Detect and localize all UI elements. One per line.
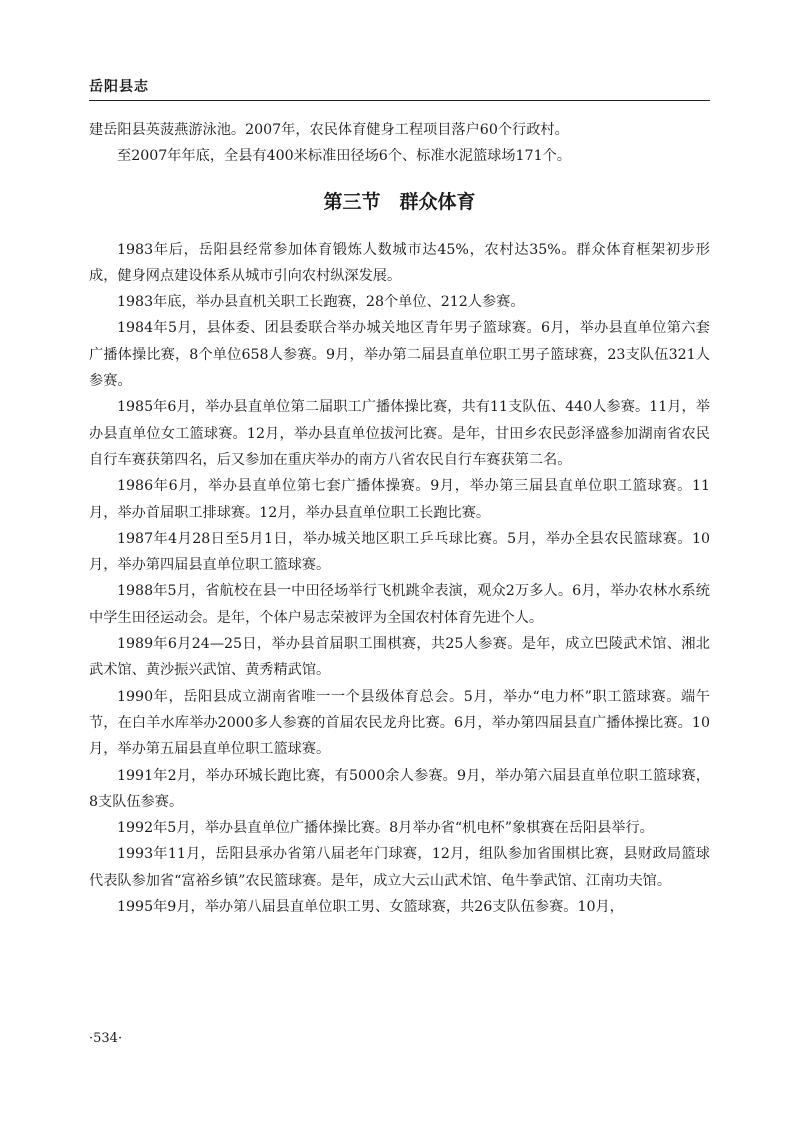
body-paragraph: 1983年后，岳阳县经常参加体育锻炼人数城市达45%，农村达35%。群众体育框架初步形成，健身网点建设体系从城市引向农村纵深发展。 bbox=[89, 241, 710, 284]
body-paragraph: 1985年6月，举办县直单位第二届职工广播体操比赛，共有11支队伍、440人参赛。11月，举办县直单位女工篮球赛。12月，举办县直单位拔河比赛。是年，甘田乡农民彭泽盛参加湖南省农民自行车赛获第四名，后又参加在重庆举办的南方八省农民自行车赛获第二名。 bbox=[89, 399, 710, 468]
body-paragraph: 1983年底，举办县直机关职工长跑赛，28个单位、212人参赛。 bbox=[117, 294, 525, 311]
page-body bbox=[89, 117, 710, 920]
body-paragraph: 1992年5月，举办县直单位广播体操比赛。8月举办省“机电杯”象棋赛在岳阳县举行。 bbox=[117, 820, 654, 837]
header-divider bbox=[89, 100, 710, 101]
body-paragraph: 1988年5月，省航校在县一中田径场举行飞机跳伞表演，观众2万多人。6月，举办农林水系统中学生田径运动会。是年，个体户易志荣被评为全国农村体育先进个人。 bbox=[89, 583, 710, 626]
body-paragraph: 1987年4月28日至5月1日，举办城关地区职工乒乓球比赛。5月，举办全县农民篮球赛。10月，举办第四届县直单位职工篮球赛。 bbox=[89, 530, 710, 574]
body-paragraph: 1989年6月24—25日，举办县首届职工围棋赛，共25人参赛。是年，成立巴陵武术馆、湘北武术馆、黄沙振兴武馆、黄秀精武馆。 bbox=[89, 636, 710, 679]
body-paragraph: 1986年6月，举办县直单位第七套广播体操赛。9月，举办第三届县直单位职工篮球赛。11月，举办首届职工排球赛。12月，举办县直单位职工长跑比赛。 bbox=[89, 478, 710, 521]
continuation-paragraph: 至2007年年底，全县有400米标准田径场6个、标准水泥篮球场171个。 bbox=[117, 148, 571, 165]
body-paragraph: 1993年11月，岳阳县承办省第八届老年门球赛，12月，组队参加省围棋比赛，县财政局篮球代表队参加省“富裕乡镇”农民篮球赛。是年，成立大云山武术馆、龟牛拳武馆、江南功夫馆。 bbox=[89, 846, 710, 889]
body-paragraph: 1984年5月，县体委、团县委联合举办城关地区青年男子篮球赛。6月，举办县直单位第六套广播体操比赛，8个单位658人参赛。9月，举办第二届县直单位职工男子篮球赛，23支队伍321人参赛。 bbox=[89, 320, 710, 390]
body-paragraph: 1995年9月，举办第八届县直单位职工男、女篮球赛，共26支队伍参赛。10月， bbox=[117, 899, 624, 916]
body-paragraph: 1990年，岳阳县成立湖南省唯一一个县级体育总会。5月，举办“电力杯”职工篮球赛。端午节，在白羊水库举办2000多人参赛的首届农民龙舟比赛。6月，举办第四届县直广播体操比赛。10月，举办第五届县直单位职工篮球赛。 bbox=[89, 688, 710, 758]
running-header: 岳阳县志 bbox=[89, 79, 149, 95]
section-title: 第三节 群众体育 bbox=[323, 190, 476, 213]
page-number: ·534· bbox=[89, 1031, 123, 1046]
continuation-paragraph: 建岳阳县英菠燕游泳池。2007年，农民体育健身工程项目落户60个行政村。 bbox=[89, 122, 569, 138]
body-paragraph: 1991年2月，举办环城长跑比赛，有5000余人参赛。9月，举办第六届县直单位职工篮球赛，8支队伍参赛。 bbox=[89, 767, 710, 810]
